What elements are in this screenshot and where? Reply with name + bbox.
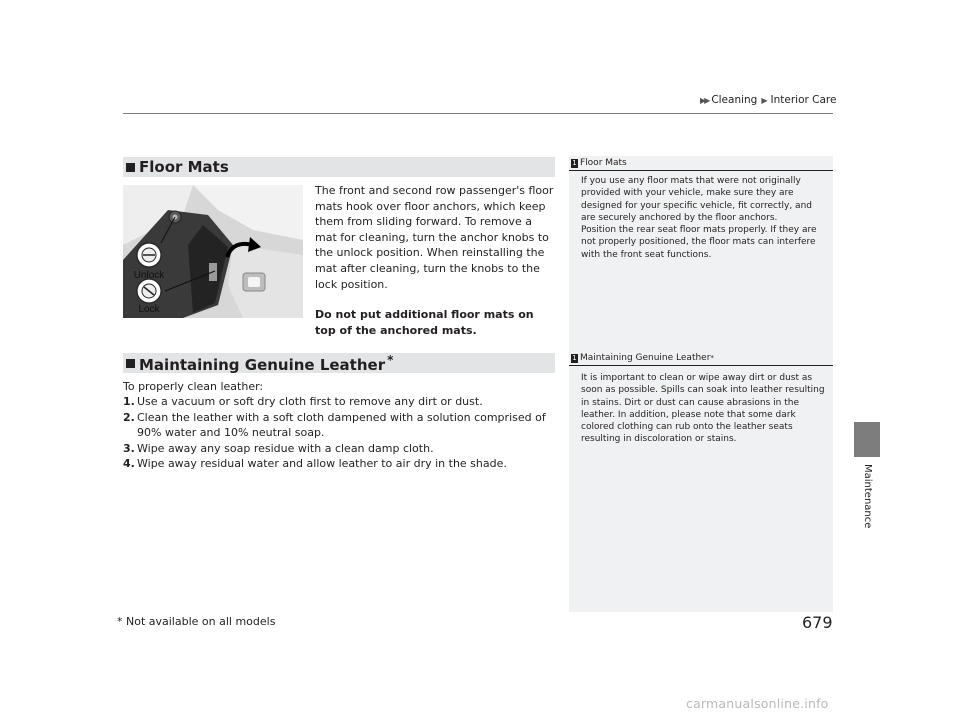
watermark[interactable]: carmanualsonline.info xyxy=(686,696,829,711)
leather-note-text: It is important to clean or wipe away dirt or dust as soon as possible. Spills can soak into leather resulting in stains. Dirt or dust can cause abrasions in the leather. In addition, please note that some dark colored clothing can rub onto the leather seats resulting in discoloration or stains. xyxy=(581,373,825,445)
floor-mats-note-rule xyxy=(569,170,833,171)
leather-heading-text: Maintaining Genuine Leather xyxy=(139,355,386,374)
step-text: Wipe away any soap residue with a clean damp cloth. xyxy=(137,441,434,455)
lock-label: Lock xyxy=(138,304,160,315)
unlock-label: Unlock xyxy=(133,270,165,281)
step-text: Wipe away residual water and allow leather to air dry in the shade. xyxy=(137,457,507,471)
breadcrumb xyxy=(700,94,836,106)
leather-note-body xyxy=(581,372,825,446)
section-square-icon xyxy=(126,163,135,172)
chapter-label: Maintenance xyxy=(862,464,873,529)
step-number: 4. xyxy=(123,457,135,471)
floor-anchor-illustration xyxy=(123,185,303,318)
leather-heading-star: * xyxy=(387,352,394,367)
leather-note-header xyxy=(569,353,833,363)
floor-mats-note-header xyxy=(569,158,833,168)
breadcrumb-separator-icon: ▶ xyxy=(761,95,768,105)
chapter-label-wrap xyxy=(852,420,882,560)
step-number: 2. xyxy=(123,410,135,424)
list-item xyxy=(123,456,558,471)
leather-note-title[interactable]: Maintaining Genuine Leather xyxy=(580,353,711,363)
breadcrumb-arrow-icon: ▶▶ xyxy=(700,95,709,105)
list-item xyxy=(123,441,558,456)
floor-mats-heading: Floor Mats xyxy=(139,158,229,176)
footnote: * Not available on all models xyxy=(117,615,276,628)
breadcrumb-section[interactable]: Cleaning xyxy=(711,94,758,106)
step-number: 3. xyxy=(123,441,135,455)
floor-mats-paragraph: The front and second row passenger's floor mats hook over floor anchors, which keep them from sliding forward. To remove a mat for cleaning, turn the anchor knobs to the unlock position. When reinstalling the mat after cleaning, turn the knobs to the lock position. xyxy=(315,184,554,291)
leather-intro: To properly clean leather: xyxy=(123,380,264,393)
leather-note-star: * xyxy=(710,354,714,362)
step-text: Use a vacuum or soft dry cloth first to remove any dirt or dust. xyxy=(137,395,483,409)
breadcrumb-page[interactable]: Interior Care xyxy=(770,94,837,106)
floor-mats-heading-bar xyxy=(123,157,555,177)
floor-mats-note-text-1: If you use any floor mats that were not originally provided with your vehicle, make sure they are designed for your specific vehicle, fit correctly, and are securely anchored by the floor anchors. xyxy=(581,176,812,223)
page-number: 679 xyxy=(802,613,833,632)
note-ref-icon: 1 xyxy=(572,158,577,167)
section-square-icon xyxy=(126,359,135,368)
floor-mats-note-text-2: Position the rear seat floor mats properly. If they are not properly positioned, the floor mats can interfere with the front seat functions. xyxy=(581,225,817,260)
step-number: 1. xyxy=(123,395,135,409)
floor-anchor-drawing xyxy=(123,185,303,318)
header-divider xyxy=(123,113,833,114)
floor-mats-note-title[interactable]: Floor Mats xyxy=(580,158,627,168)
floor-mats-note-body xyxy=(581,175,825,261)
note-ref-icon: 1 xyxy=(572,353,577,362)
list-item xyxy=(123,394,558,409)
leather-note-rule xyxy=(569,365,833,366)
leather-heading xyxy=(139,353,393,374)
step-text: Clean the leather with a soft cloth dampened with a solution comprised of 90% water and 10% neutral soap. xyxy=(137,410,546,440)
floor-mats-warning: Do not put additional floor mats on top of the anchored mats. xyxy=(315,308,534,337)
leather-steps xyxy=(123,379,558,471)
leather-heading-bar xyxy=(123,353,555,373)
list-item xyxy=(123,410,558,441)
